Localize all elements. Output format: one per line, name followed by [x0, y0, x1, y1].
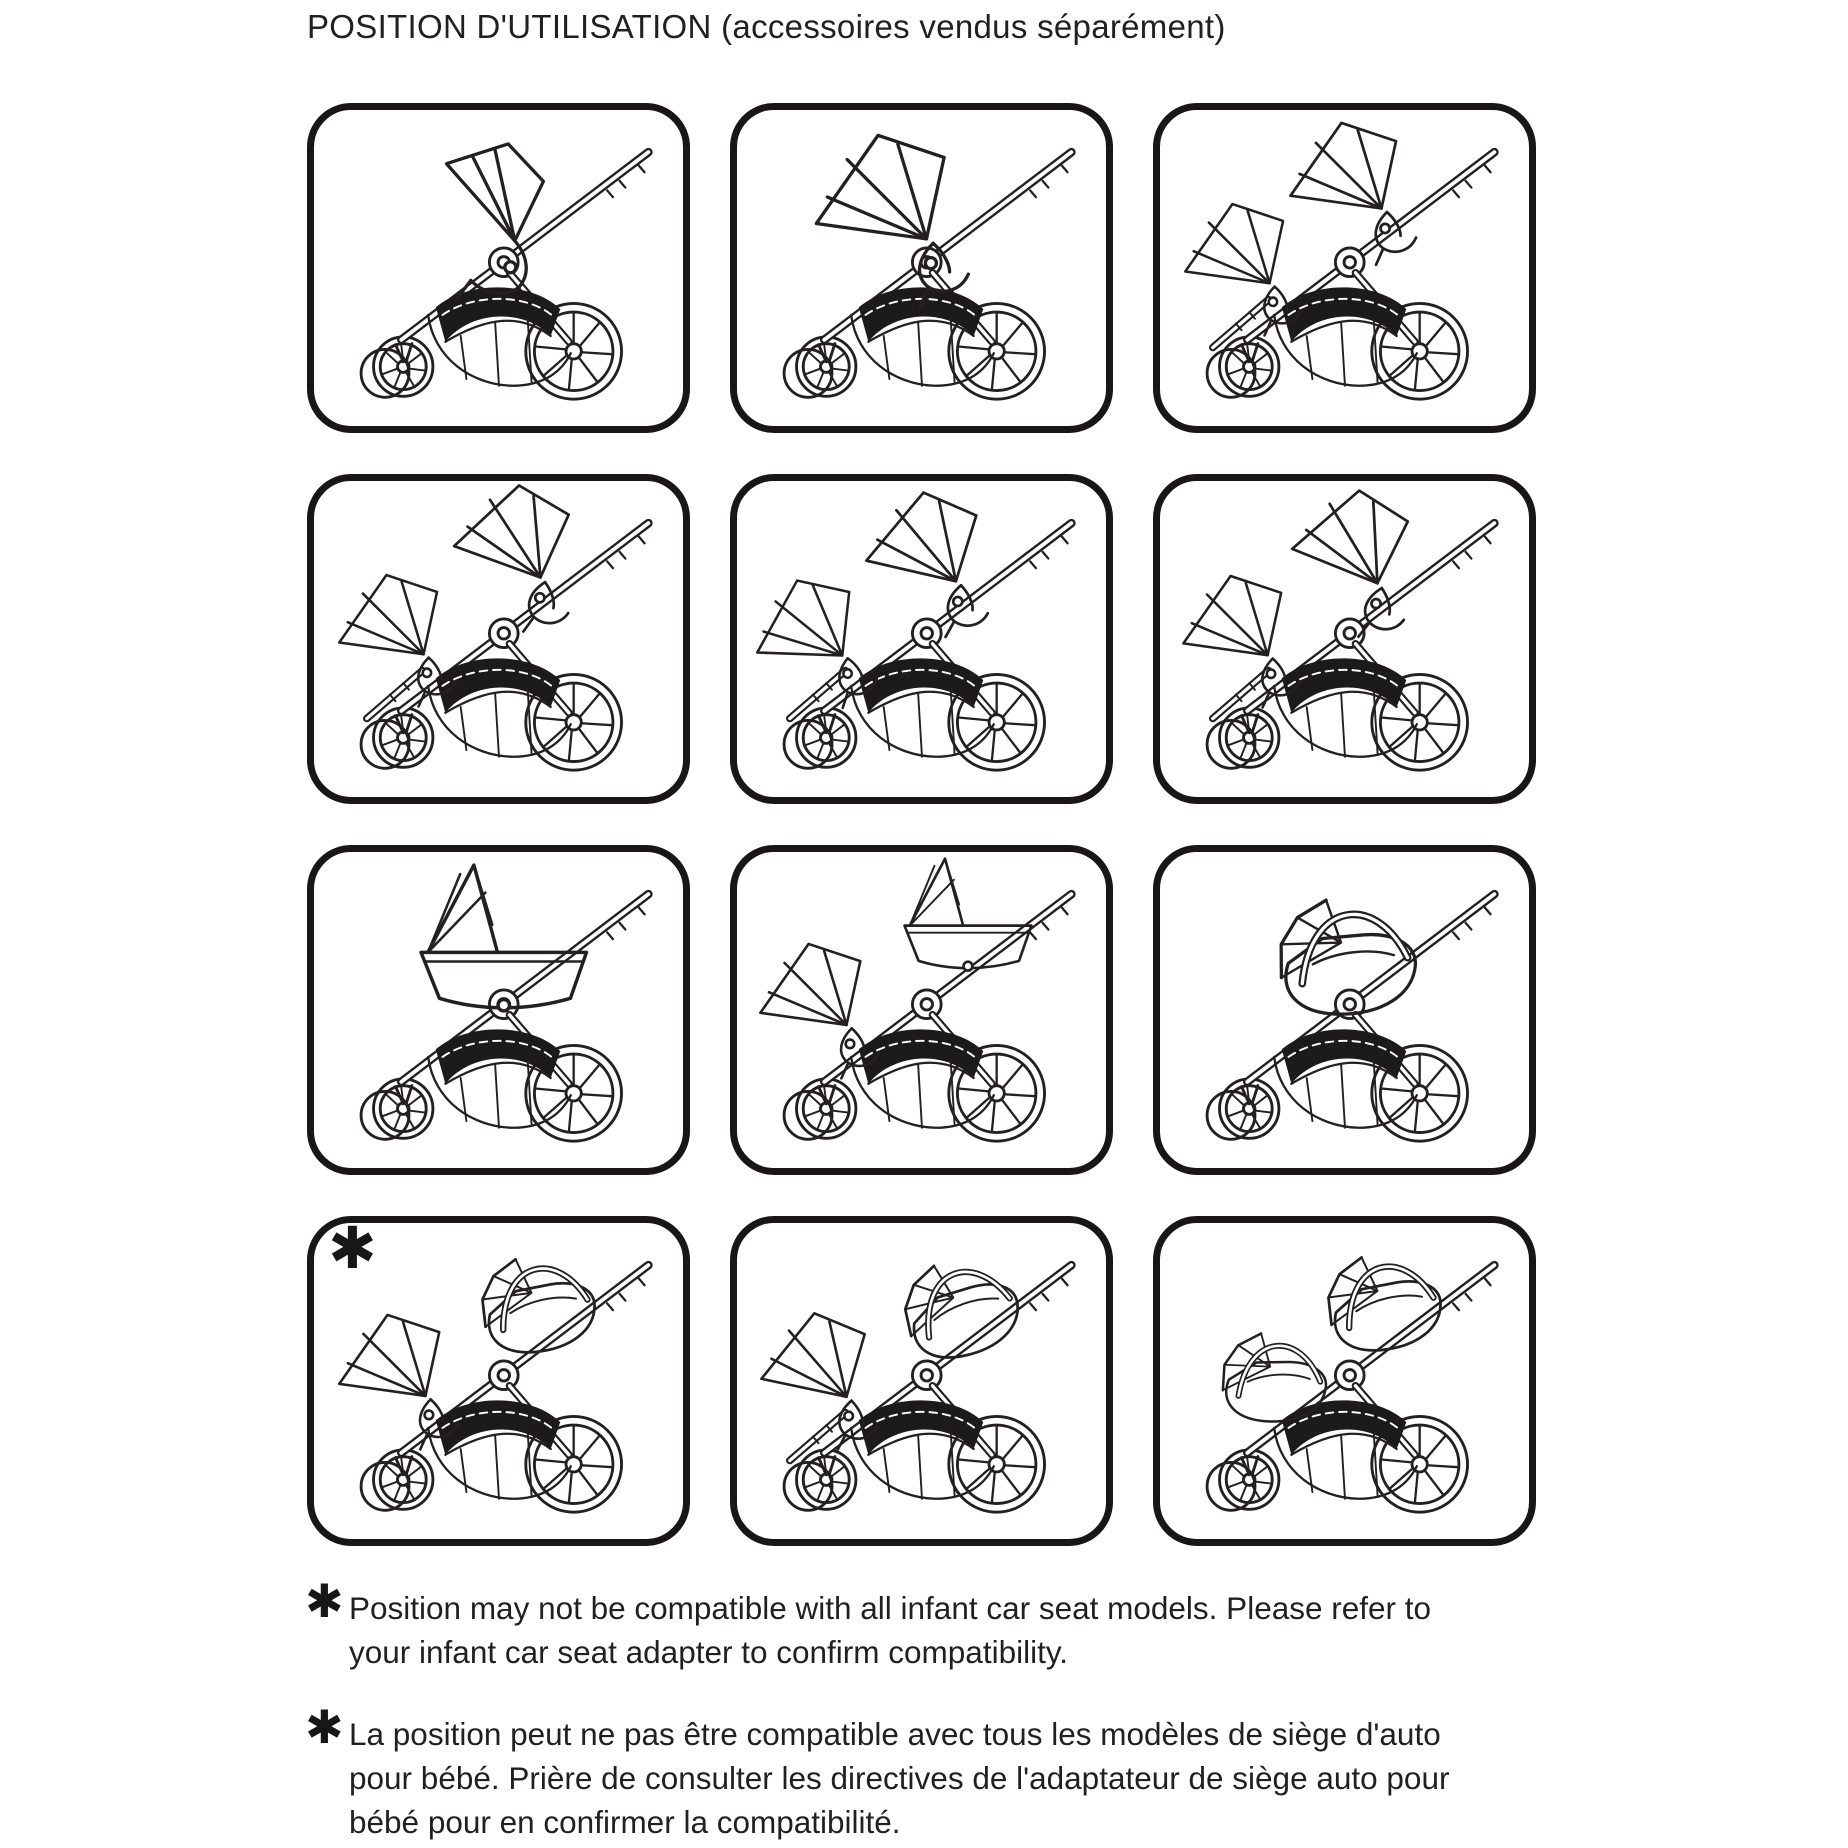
usage-cell-r2c1-two-seats-b — [307, 474, 690, 804]
footnote-english-line-1: Position may not be compatible with all infant car seat models. Please refer to — [349, 1590, 1432, 1626]
usage-cell-r3c1-bassinet — [307, 845, 690, 1175]
usage-cell-r1c1-seat-forward — [307, 103, 690, 433]
page-title: POSITION D'UTILISATION (accessoires vendus séparément) — [307, 8, 1226, 45]
stroller-figure-bassinet-plus-seat-icon — [737, 852, 1106, 1168]
stroller-figure-two-seats-b-icon — [314, 481, 683, 797]
usage-cell-r4c1-car-seat-plus-seat — [307, 1216, 690, 1546]
stroller-figure-seat-forward-icon — [314, 110, 683, 426]
usage-cell-r4c3-two-car-seats — [1153, 1216, 1536, 1546]
asterisk-icon: ✱ — [328, 1214, 377, 1282]
usage-cell-r3c3-car-seat — [1153, 845, 1536, 1175]
footnote-french-line-2: pour bébé. Prière de consulter les directives de l'adaptateur de siège auto pour — [349, 1760, 1450, 1796]
stroller-figure-two-seats-c-icon — [737, 481, 1106, 797]
stroller-figure-two-seats-a-icon — [1160, 110, 1529, 426]
usage-cell-r2c3-two-seats-d — [1153, 474, 1536, 804]
stroller-figure-seat-plus-car-seat-icon — [737, 1223, 1106, 1539]
footnote-french-line-3: bébé pour en confirmer la compatibilité. — [349, 1804, 901, 1840]
usage-grid — [307, 103, 1536, 1546]
usage-cell-r3c2-bassinet-plus-seat — [730, 845, 1113, 1175]
stroller-figure-seat-reverse-icon — [737, 110, 1106, 426]
stroller-figure-bassinet-icon — [314, 852, 683, 1168]
usage-cell-r1c3-two-seats-a — [1153, 103, 1536, 433]
footnote-english — [305, 1574, 1577, 1674]
usage-cell-r4c2-seat-plus-car-seat — [730, 1216, 1113, 1546]
asterisk-icon: ✱ — [305, 1574, 344, 1628]
stroller-figure-car-seat-icon — [1160, 852, 1529, 1168]
stroller-figure-two-seats-d-icon — [1160, 481, 1529, 797]
usage-cell-r1c2-seat-reverse — [730, 103, 1113, 433]
footnote-french — [305, 1700, 1577, 1844]
asterisk-icon: ✱ — [305, 1700, 344, 1754]
footnote-english-line-2: your infant car seat adapter to confirm compatibility. — [349, 1634, 1068, 1670]
stroller-figure-two-car-seats-icon — [1160, 1223, 1529, 1539]
usage-cell-r2c2-two-seats-c — [730, 474, 1113, 804]
footnote-french-line-1: La position peut ne pas être compatible avec tous les modèles de siège d'auto — [349, 1716, 1441, 1752]
